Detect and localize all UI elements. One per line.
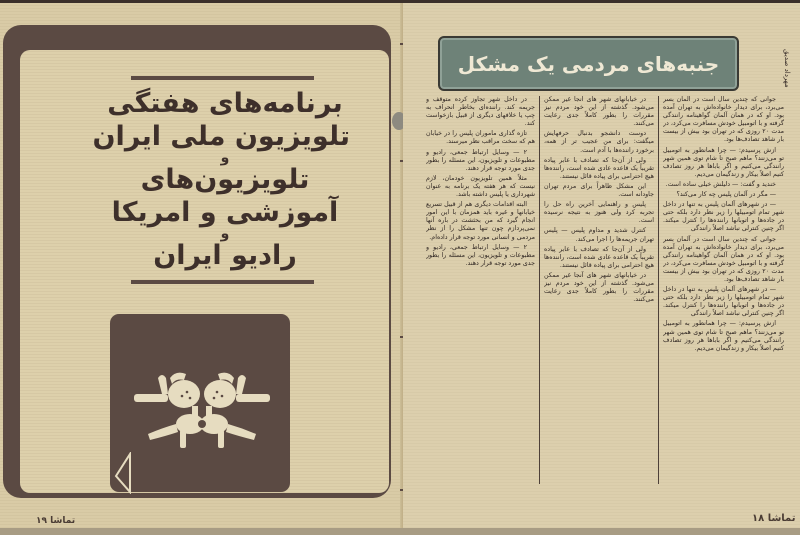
paragraph: جوانی که چندین سال است در آلمان بسر می‌برد، برای دیدار خانواده‌اش به تهران آمده بود. او که در همان آلمان گواهینامه رانندگی گرفته و با اتومبیل خودش مسافرت می‌کرد، در مدت ۲۰ روزی که در تهران بود بیش از بیست بار شاهد تصادف‌ها بود. (663, 96, 784, 144)
paragraph: ازش پرسیدم: — چرا همانطور به اتومبیل تو می‌زنند؟ ماهم صبح تا شام توی همین شهر رانندگی می‌کنیم و اگر باباها هر روز تصادف کنیم اصلاً بیکار و زندگیمان می‌دیم. (663, 146, 784, 178)
title-conjunction: و (220, 150, 230, 166)
paragraph: این مشکل ظاهراً برای مردم تهران جاودانه است. (544, 182, 654, 199)
scan-edge (0, 528, 800, 535)
paragraph: خندید و گفت: — دلیلش خیلی ساده است. (665, 180, 776, 188)
paragraph: در داخل شهر تجاوز کرده متوقف و جریمه کند. راننده‌ای بخاطر انحراف به چپ یا خلافهای دیگری از قبیل بازخواست کند. (426, 96, 535, 128)
left-arrow-icon (113, 452, 133, 494)
article-title: جنبه‌های مردمی یک مشکل (457, 51, 720, 76)
paragraph: — در شهرهای آلمان پلیس به تنها در داخل شهر تمام اتومبیلها را زیر نظر دارد بلکه حتی در جاده‌ها و اتوبانها راننده‌ها را کنترل میکند. اگر چنین کنترلی نباشد اصلاً رانندگی (663, 286, 784, 318)
paragraph: تازه گذاری ماموران پلیس را در خیابان هم که سخت مراقب نظر میرسند. (426, 130, 535, 146)
column-divider (539, 96, 540, 484)
paragraph: مثلاً همین تلویزیون خودمان، لازم نیست که هر هفته یک برنامه به عنوان شهرداری یا پلیس داشته باشد. (426, 174, 535, 199)
page-number-left: تماشا ۱۹ (36, 516, 76, 526)
paragraph: ۲ — وسایل ارتباط جمعی، رادیو و مطبوعات و تلویزیون، این مسئله را بطور جدی مورد توجه قرار دهند. (426, 148, 535, 172)
title-line-5: رادیو ایران (153, 240, 297, 271)
title-line-2: تلویزیون ملی ایران (92, 121, 350, 152)
paragraph: — در شهرهای آلمان پلیس به تنها در داخل شهر تمام اتومبیلها را زیر نظر دارد بلکه حتی در جاده‌ها و اتوبانها راننده‌ها را کنترل میکند. اگر چنین کنترلی نباشد اصلاً رانندگی (663, 201, 784, 233)
title-line-1: برنامه‌های هفتگی (107, 88, 343, 119)
page-number-right: تماشا ۱۸ (752, 513, 796, 524)
bottom-rule (131, 280, 314, 284)
paragraph: البته اقدامات دیگری هم از قبیل تسریع خیابانها و غیره باید همزمان با این امور انجام گیرد که من بحثشت در باره آنها نمی‌پردازم چون تنها مشکل را از نظر مردمی و انسانی مورد توجه قرار داده‌ام. (426, 201, 535, 241)
paragraph: پلیس و راهنمایی آخرین راه حل را تجربه کرد ولی هنوز به نتیجه نرسیده است. (544, 201, 654, 225)
paragraph: دوست دانشجو بدنبال حرفهایش میگفت: برای من عجیب تر از همه، برخورد راننده‌ها با آدم است. (544, 130, 654, 154)
title-line-3: تلویزیون‌های (140, 164, 310, 195)
article-columns (426, 96, 784, 486)
paragraph: — مگر در آلمان پلیس چه کار می‌کند؟ (676, 191, 776, 199)
article-column-1 (663, 96, 784, 486)
article-header (438, 36, 739, 91)
column-divider (658, 96, 659, 484)
article-column-3 (426, 96, 535, 486)
paragraph: در خیابانهای شهر های آنجا غیر ممکن می‌شود. گذشته از این خود مردم نیز مقررات را بطور کاملاً جدی رعایت می‌کنند. (544, 96, 654, 128)
paragraph: جوانی که چندین سال است در آلمان بسر می‌برد، برای دیدار خانواده‌اش به تهران آمده بود. او که در همان آلمان گواهینامه رانندگی گرفته و با اتومبیل خودش مسافرت می‌کرد، در مدت ۲۰ روزی که در تهران بود بیش از بیست بار شاهد تصادف‌ها بود. (663, 235, 784, 283)
article-column-2 (544, 96, 654, 486)
title-conjunction: و (220, 226, 230, 242)
paragraph: ولی از آن‌جا که تصادف با عابر پیاده تقریباً یک قاعده عادی شده است، راننده‌ها هیچ احترامی برای پیاده قائل نیستند. (544, 156, 654, 180)
emblem-panel (110, 314, 290, 492)
paragraph: کنترل شدید و مداوم پلیس — پلیس تهران جریمه‌ها را اجرا می‌کند. (544, 227, 654, 243)
top-rule (131, 76, 314, 80)
left-page (0, 3, 403, 528)
program-title (92, 87, 350, 272)
twin-lions-emblem-icon (132, 366, 272, 450)
byline: مهرداد صدیق (783, 49, 791, 88)
paragraph: ۲ — وسایل ارتباط جمعی، رادیو و مطبوعات و تلویزیون، این مسئله را بطور جدی مورد توجه قرار دهند. (426, 243, 535, 267)
paragraph: در خیابانهای شهر های آنجا غیر ممکن می‌شود. گذشته از این خود مردم نیز مقررات را بطور کاملاً جدی رعایت می‌کنند. (544, 271, 654, 304)
paragraph: ولی از آن‌جا که تصادف با عابر پیاده تقریباً یک قاعده عادی شده است، راننده‌ها هیچ احترامی برای پیاده قائل نیستند. (544, 245, 654, 269)
title-line-4: آموزشی و امریکا (111, 197, 339, 228)
paragraph: ازش پرسیدم: — چرا همانطور به اتومبیل تو می‌زنند؟ ماهم صبح تا شام توی همین شهر رانندگی می‌کنیم و اگر باباها هر روز تصادف کنیم اصلاً بیکار و زندگیمان می‌دیم. (663, 320, 784, 352)
